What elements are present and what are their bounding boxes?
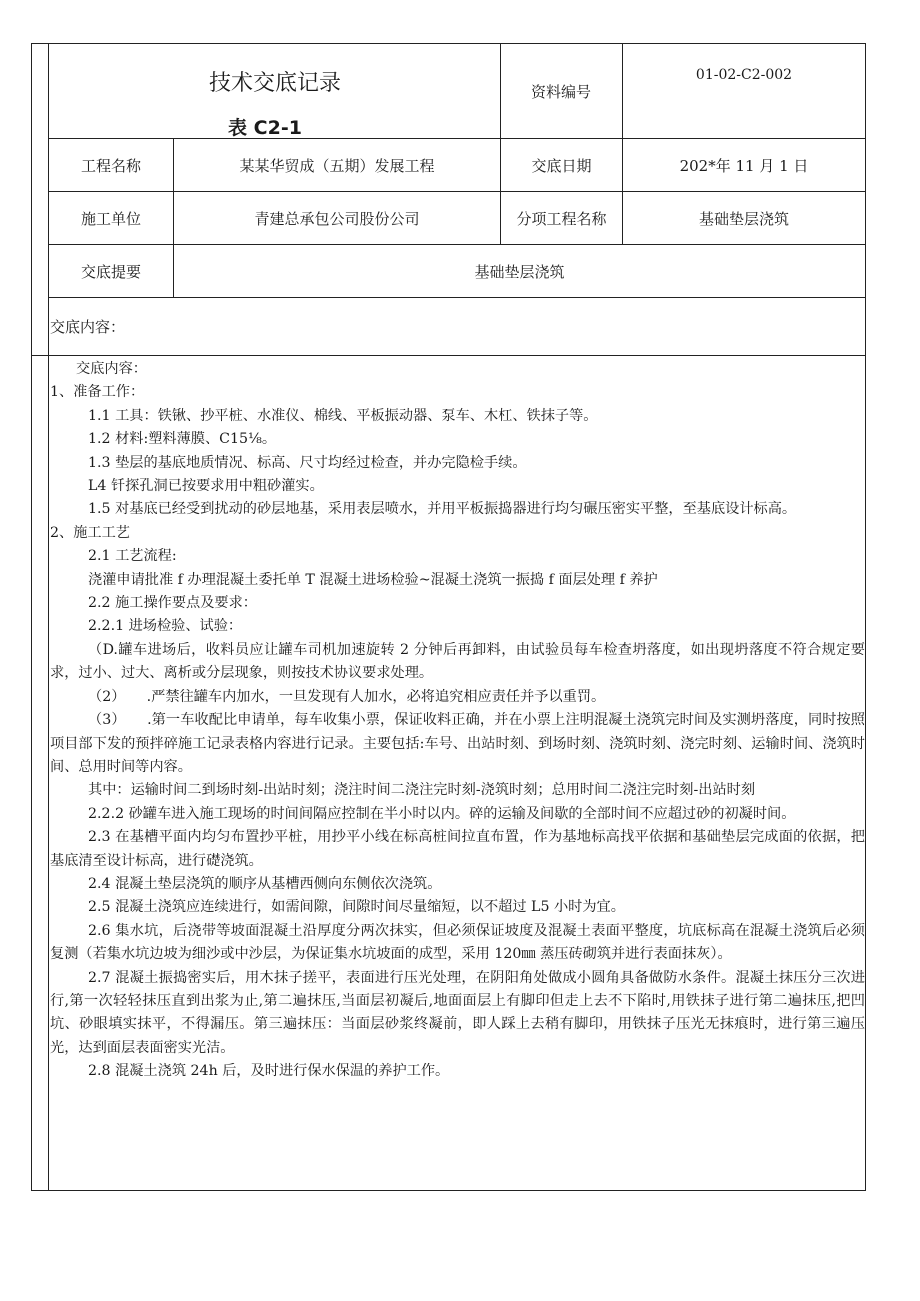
- content-paragraph: 2.2 施工操作要点及要求：: [88, 595, 257, 612]
- content-paragraph: 1.1 工具：铁锹、抄平桩、水准仪、棉线、平板振动器、泵车、木杠、铁抹子等。: [88, 407, 598, 424]
- content-heading: 交底内容：: [76, 361, 147, 377]
- sub-item-label: 分项工程名称: [516, 209, 607, 228]
- process-flow: 浇灌申请批准 f 办理混凝土委托单 T 混凝土进场检验~混凝土浇筑一振捣 f 面层处理 f 养护: [88, 571, 658, 588]
- content-paragraph: （3） .第一车收配比申请单，每车收集小票，保证收料正确，并在小票上注明混凝土浇筑完时间及实测坍落度，同时按照项目部下发的预拌碎施工记录表格内容进行记录。主要包括:车号、出站时刻、到场时刻、浇筑时刻、浇完时刻、运输时间、浇筑时间、总用时间等内容。: [50, 712, 865, 775]
- summary-label: 交底提要: [80, 262, 141, 281]
- content-paragraph: L4 钎探孔洞已按要求用中粗砂灌实。: [88, 478, 324, 495]
- doc-no-label: 资料编号: [530, 82, 591, 101]
- construction-unit-label: 施工单位: [80, 209, 141, 228]
- content-paragraph: 2.7 混凝土振捣密实后，用木抹子搓平，表面进行压光处理，在阴阳角处做成小圆角具备做防水条件。混凝土抹压分三次进行,第一次轻轻抹压直到出浆为止,第二遍抹压,当面层初凝后,地面面层上有脚印但走上去不下陷时,用铁抹子进行第二遍抹压,把凹坑、砂眼填实抹平，不得漏压。第三遍抹压：当面层砂浆终凝前，即人踩上去稍有脚印，用铁抹子压光无抹痕时，进行第三遍压光，达到面层表面密实光洁。: [50, 969, 865, 1056]
- section-2-heading: 2、施工工艺: [50, 524, 130, 541]
- content-paragraph: 其中：运输时间二到场时刻-出站时刻；浇注时间二浇注完时刻-浇筑时刻；总用时间二浇注完时刻-出站时刻: [88, 782, 756, 799]
- content-paragraph: （2） .严禁往罐车内加水，一旦发现有人加水，必将追究相应责任并予以重罚。: [88, 688, 606, 705]
- sub-item-value: 基础垫层浇筑: [698, 209, 789, 228]
- rule-header-right: [622, 43, 623, 139]
- content-paragraph: 1.5 对基底已经受到扰动的砂层地基，采用表层喷水，并用平板振捣器进行均匀碾压密实平整，至基底设计标高。: [88, 501, 797, 518]
- summary-value: 基础垫层浇筑: [474, 262, 565, 281]
- section-1-heading: 1、准备工作：: [50, 384, 145, 401]
- doc-no-value: 01-02-C2-002: [695, 67, 793, 83]
- content-paragraph: 2.5 混凝土浇筑应连续进行，如需间隙，间隙时间尽量缩短，以不超过 L5 小时为宜。: [88, 899, 625, 916]
- handover-date-label: 交底日期: [531, 156, 592, 175]
- content-paragraph: 2.8 混凝土浇筑 24h 后，及时进行保水保温的养护工作。: [88, 1063, 450, 1080]
- handover-date-value: 202*年 11 月 1 日: [679, 156, 809, 175]
- content-paragraph: （D.罐车进场后，收料员应让罐车司机加速旋转 2 分钟后再卸料，由试验员每车检查坍落度，如出现坍落度不符合规定要求，过小、过大、离析或分层现象，则按技术协议要求处理。: [50, 641, 865, 682]
- content-paragraph: 2.4 混凝土垫层浇筑的顺序从基槽西侧向东侧依次浇筑。: [88, 875, 442, 892]
- content-paragraph: 2.1 工艺流程:: [88, 548, 177, 565]
- content-label: 交底内容：: [50, 318, 126, 336]
- content-paragraph: 2.2.2 砂罐车进入施工现场的时间间隔应控制在半小时以内。碎的运输及间歇的全部时间不应超过砂的初凝时间。: [88, 805, 796, 822]
- content-paragraph: 2.3 在基槽平面内均匀布置抄平桩，用抄平小线在标高桩间拉直布置，作为基地标高找平依据和基础垫层完成面的依据，把基底清至设计标高，进行礎浇筑。: [50, 829, 865, 869]
- content-paragraph: 1.2 材料:塑料薄膜、C15⅛。: [88, 431, 277, 448]
- rule-after-content-label: [31, 355, 866, 356]
- page-title: 技术交底记录: [208, 71, 341, 96]
- content-paragraph: 2.2.1 进场检验、试验：: [88, 618, 243, 635]
- project-name-value: 某某华贸成（五期）发展工程: [239, 156, 435, 175]
- construction-unit-value: 青建总承包公司股份公司: [254, 209, 420, 228]
- form-code: 表 C2-1: [228, 117, 302, 139]
- project-name-label: 工程名称: [80, 156, 141, 175]
- handover-content: [50, 358, 865, 1084]
- content-paragraph: 1.3 垫层的基底地质情况、标高、尺寸均经过检查，并办完隐检手续。: [88, 454, 527, 471]
- content-paragraph: 2.6 集水坑，后浇带等坡面混凝土沿厚度分两次抹实，但必须保证坡度及混凝土表面平整度，坑底标高在混凝土浇筑后必须复测（若集水坑边坡为细沙或中沙层，为保证集水坑坡面的成型，采用 120㎜ 蒸压砖砌筑并进行表面抹灰）。: [50, 922, 865, 963]
